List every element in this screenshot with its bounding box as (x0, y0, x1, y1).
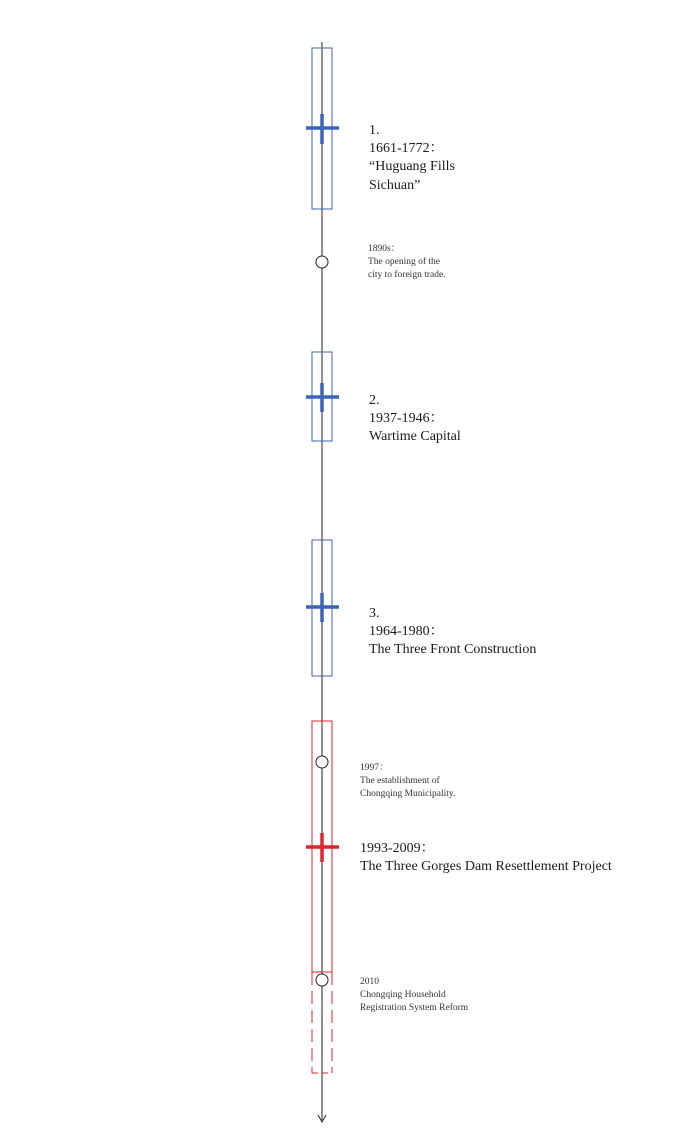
event-1890s-text-line1: The opening of the (368, 256, 441, 267)
event-2010-label (360, 976, 468, 1014)
event-1890s-text-line2: city to foreign trade. (368, 269, 446, 280)
event-1997-label (360, 762, 455, 800)
event-1-years: 1661-1772： (369, 141, 444, 157)
event-3-label (369, 605, 536, 660)
event-1890s-years: 1890s： (368, 244, 401, 254)
event-1-title-line1: “Huguang Fills (369, 159, 455, 175)
event-2010-text-line1: Chongqing Household (360, 989, 446, 1000)
event-2-label (369, 392, 461, 447)
event-1-number: 1. (369, 123, 380, 138)
event-1890s-label (368, 243, 446, 281)
event-3-number: 3. (369, 606, 380, 621)
event-1993-title: The Three Gorges Dam Resettlement Project (360, 859, 612, 875)
event-1997-years: 1997： (360, 763, 389, 773)
event-2-number: 2. (369, 393, 380, 408)
event-1997-text-line1: The establishment of (360, 775, 440, 786)
event-1993-years: 1993-2009： (360, 841, 435, 856)
event-1993-label (360, 840, 612, 876)
event-2-title: Wartime Capital (369, 429, 461, 445)
event-1997-text-line2: Chongqing Municipality. (360, 788, 456, 799)
event-3-years: 1964-1980： (369, 624, 444, 640)
event-2010-circle (316, 974, 328, 986)
event-3-title: The Three Front Construction (369, 642, 537, 658)
event-1-title-line2: Sichuan” (369, 177, 421, 193)
event-1890s-circle (316, 256, 328, 268)
event-2010-years: 2010 (360, 977, 379, 987)
event-2-years: 1937-1946： (369, 411, 444, 427)
event-2010-text-line2: Registration System Reform (360, 1002, 469, 1013)
event-1997-circle (316, 756, 328, 768)
event-1-label (369, 122, 455, 195)
